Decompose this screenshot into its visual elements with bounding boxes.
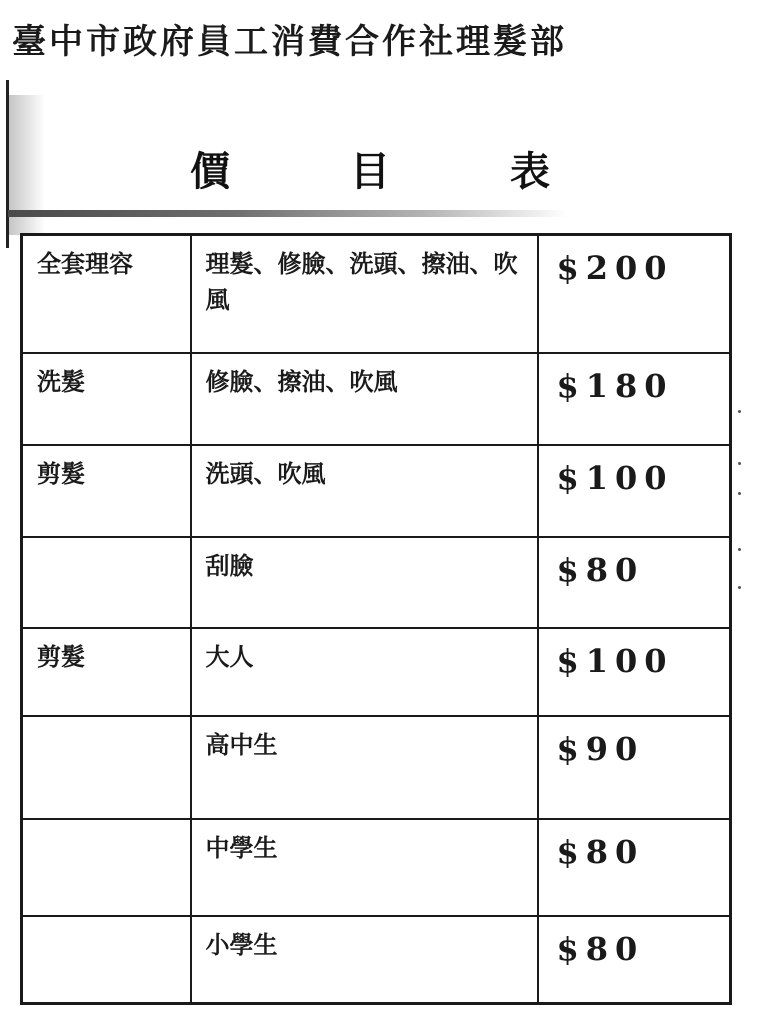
table-row [22,628,731,716]
price-cell: $80 [538,537,731,628]
table-row [22,916,731,1004]
services-cell: 中學生 [191,819,538,916]
price-cell: $100 [538,628,731,716]
table-row [22,235,731,353]
table-row [22,819,731,916]
category-cell [22,819,191,916]
price-list-title-char-2: 目 [350,148,390,195]
services-cell: 小學生 [191,916,538,1004]
services-cell: 高中生 [191,716,538,819]
price-cell: $180 [538,353,731,445]
table-row [22,445,731,537]
scan-divider-bar [8,210,568,217]
scan-speck [738,548,741,551]
price-cell: $90 [538,716,731,819]
price-list-title [190,140,550,197]
services-cell: 大人 [191,628,538,716]
price-cell: $200 [538,235,731,353]
scan-speck [738,492,741,495]
table-row [22,537,731,628]
category-cell: 全套理容 [22,235,191,353]
services-cell: 刮臉 [191,537,538,628]
category-cell [22,716,191,819]
price-table [20,233,732,1005]
table-row [22,353,731,445]
price-list-title-char-1: 價 [190,148,230,195]
category-cell: 剪髮 [22,445,191,537]
services-cell: 修臉、擦油、吹風 [191,353,538,445]
price-list-title-char-3: 表 [510,148,550,195]
category-cell: 洗髮 [22,353,191,445]
services-cell: 理髮、修臉、洗頭、擦油、吹風 [191,235,538,353]
category-cell [22,537,191,628]
scan-speck [738,462,741,465]
category-cell: 剪髮 [22,628,191,716]
scan-speck [738,410,741,413]
table-row [22,716,731,819]
page-title: 臺中市政府員工消費合作社理髮部 [12,22,567,62]
price-cell: $80 [538,819,731,916]
scan-speck [738,586,741,589]
category-cell [22,916,191,1004]
services-cell: 洗頭、吹風 [191,445,538,537]
price-cell: $100 [538,445,731,537]
price-cell: $80 [538,916,731,1004]
